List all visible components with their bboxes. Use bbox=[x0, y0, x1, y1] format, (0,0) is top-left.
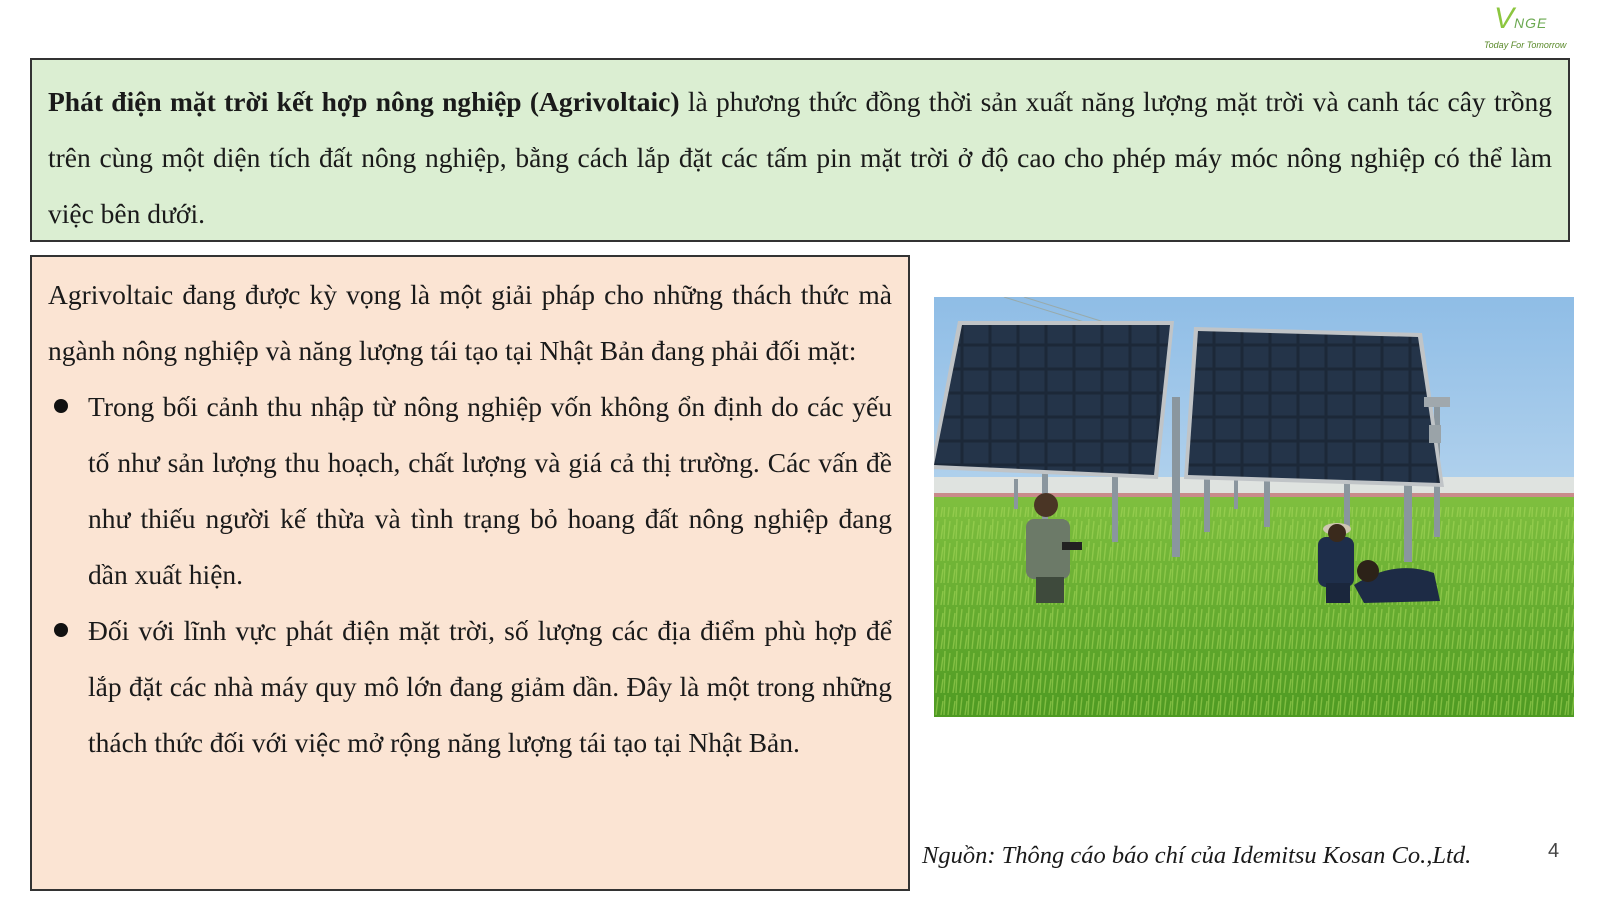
challenges-intro: Agrivoltaic đang được kỳ vọng là một giải pháp cho những thách thức mà ngành nông nghiệp và năng lượng tái tạo tại Nhật Bản đang phải đối mặt: bbox=[48, 279, 892, 366]
challenge-bullet-text: Đối với lĩnh vực phát điện mặt trời, số lượng các địa điểm phù hợp để lắp đặt các nhà máy quy mô lớn đang giảm dần. Đây là một trong những thách thức đối với việc mở rộng năng lượng tái tạo tại Nhật Bản. bbox=[88, 615, 892, 758]
definition-box bbox=[30, 58, 1570, 242]
logo-mark-v: V bbox=[1494, 2, 1515, 35]
bullet-dot-icon bbox=[54, 399, 68, 413]
definition-term: Phát điện mặt trời kết hợp nông nghiệp (Agrivoltaic) bbox=[48, 86, 680, 117]
definition-text: là phương thức đồng thời sản xuất năng lượng mặt trời và canh tác cây trồng trên cùng một diện tích đất nông nghiệp, bằng cách lắp đặt các tấm pin mặt trời ở độ cao cho phép máy móc nông nghiệp có thể làm việc bên dưới. bbox=[48, 86, 1553, 229]
bullet-dot-icon bbox=[54, 623, 68, 637]
image-source-caption: Nguồn: Thông cáo báo chí của Idemitsu Kosan Co.,Ltd. bbox=[922, 842, 1472, 869]
challenge-bullet bbox=[48, 603, 892, 771]
vnge-logo bbox=[1484, 4, 1592, 56]
challenge-bullet bbox=[48, 379, 892, 603]
solar-field-illustration bbox=[934, 297, 1574, 717]
agrivoltaic-photo bbox=[934, 297, 1574, 717]
challenges-list bbox=[48, 379, 892, 771]
challenges-box bbox=[30, 255, 910, 891]
logo-tagline: Today For Tomorrow bbox=[1484, 40, 1567, 50]
page-number: 4 bbox=[1548, 840, 1560, 862]
challenge-bullet-text: Trong bối cảnh thu nhập từ nông nghiệp vốn không ổn định do các yếu tố như sản lượng thu hoạch, chất lượng và giá cả thị trường. Các vấn đề như thiếu người kế thừa và tình trạng bỏ hoang đất nông nghiệp đang dần xuất hiện. bbox=[88, 391, 892, 590]
logo-mark-nge: NGE bbox=[1514, 15, 1548, 31]
